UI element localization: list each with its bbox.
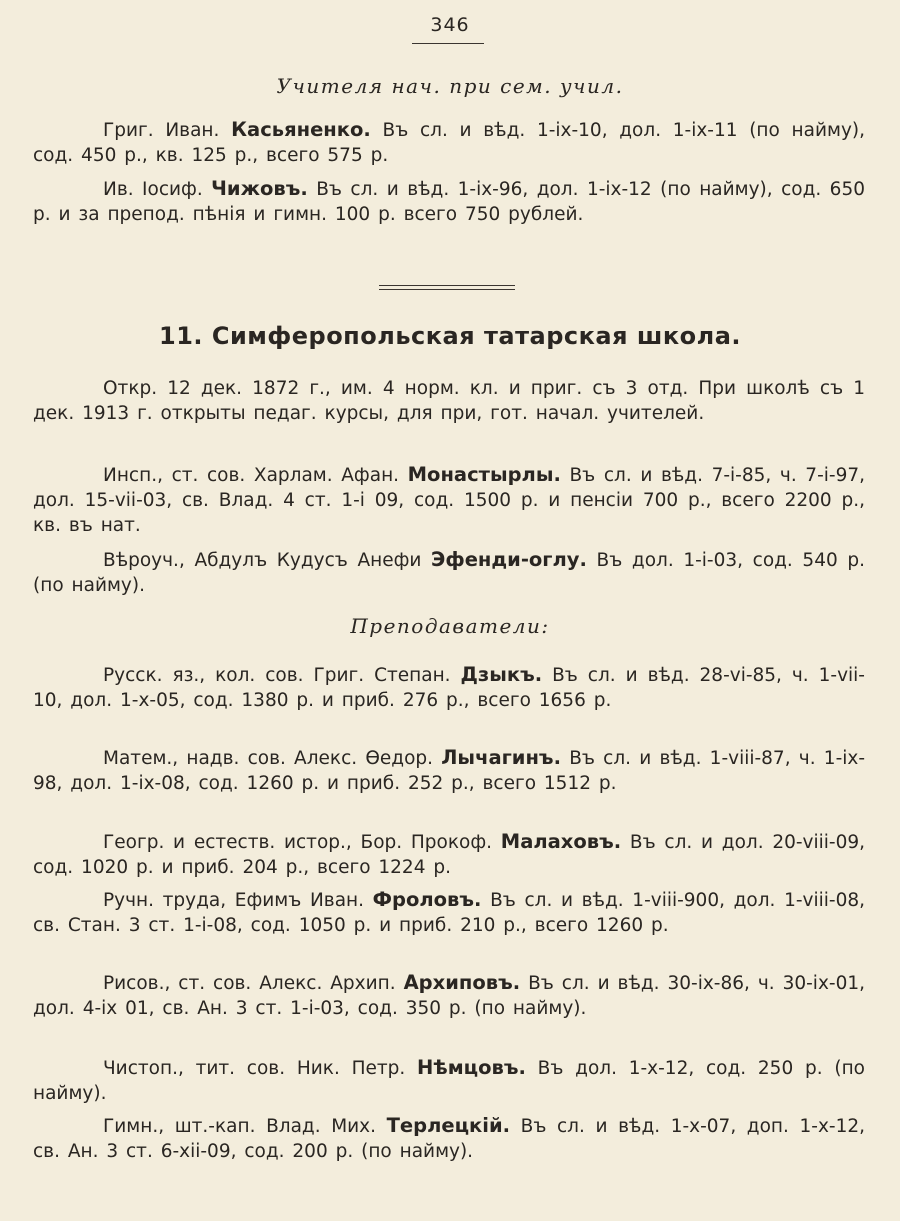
entry-text: Русск. яз., кол. сов. Григ. Степан. — [103, 665, 461, 686]
teachers-heading: Учителя нач. при сем. учил. — [276, 74, 624, 98]
entry-text: Въ сл. и вѣд. 28-vi-85, ч. 1-vii-10, дол. 1-x-05, сод. 1380 р. и приб. 276 р., всего 1656 р. — [33, 665, 865, 711]
entry-text: Рисов., ст. сов. Алекс. Архип. — [103, 973, 404, 994]
entry-surname: Чижовъ. — [211, 177, 308, 200]
entry-text: Матем., надв. сов. Алекс. Ѳедор. — [103, 748, 442, 769]
entry-surname: Нѣмцовъ. — [417, 1056, 526, 1079]
entry-surname: Фроловъ. — [372, 888, 482, 911]
entry-text: Чистоп., тит. сов. Ник. Петр. — [103, 1058, 418, 1079]
entry-surname: Дзыкъ. — [460, 663, 543, 686]
entry-text: Въ сл. и вѣд. 30-ix-86, ч. 30-ix-01, дол. 4-ix 01, св. Ан. 3 ст. 1-i-03, сод. 350 р. (по найму). — [33, 973, 865, 1019]
lecturer-entry — [33, 829, 865, 880]
entry-text: Ив. Iосиф. — [103, 179, 212, 200]
teacher-entry — [33, 176, 865, 227]
section-divider — [379, 285, 515, 290]
page-number: 346 — [430, 14, 470, 36]
school-info: Откр. 12 дек. 1872 г., им. 4 норм. кл. и приг. съ 3 отд. При школѣ съ 1 дек. 1913 г. открыты педаг. курсы, для при, гот. начал. учителей. — [33, 378, 865, 424]
entry-text: Въ дол. 1-x-12, сод. 250 р. (по найму). — [33, 1058, 865, 1104]
entry-text: Въ сл. и вѣд. 1-ix-10, дол. 1-ix-11 (по найму), сод. 450 р., кв. 125 р., всего 575 р. — [33, 120, 865, 166]
entry-surname: Лычагинъ. — [441, 746, 561, 769]
entry-text: Въ сл. и вѣд. 1-viii-87, ч. 1-ix-98, дол. 1-ix-08, сод. 1260 р. и приб. 252 р., всего 1512 р. — [33, 748, 866, 794]
lecturer-entry — [33, 970, 865, 1021]
entry-text: Гимн., шт.-кап. Влад. Мих. — [103, 1116, 387, 1137]
entry-text: Въ сл. и дол. 20-viii-09, сод. 1020 р. и приб. 204 р., всего 1224 р. — [33, 832, 866, 878]
entry-surname: Архиповъ. — [403, 971, 521, 994]
lecturer-entry — [33, 887, 865, 938]
entry-surname: Терлецкiй. — [386, 1114, 511, 1137]
entry-surname: Малаховъ. — [500, 830, 622, 853]
entry-text: Въ дол. 1-i-03, сод. 540 р. (по найму). — [33, 550, 865, 596]
section-title: 11. Симферопольская татарская школа. — [159, 322, 741, 350]
staff-entry — [33, 462, 865, 538]
entry-text: Григ. Иван. — [103, 120, 232, 141]
entry-text: Инсп., ст. сов. Харлам. Афан. — [103, 465, 408, 486]
teacher-entry — [33, 117, 865, 168]
staff-entry — [33, 547, 865, 598]
lecturer-entry — [33, 1113, 865, 1164]
entry-surname: Касьяненко. — [231, 118, 371, 141]
entry-text: Въ сл. и вѣд. 7-i-85, ч. 7-i-97, дол. 15-vii-03, св. Влад. 4 ст. 1-i 09, сод. 1500 р. и пенсiи 700 р., всего 2200 р., кв. въ нат. — [33, 465, 865, 536]
lecturer-entry — [33, 662, 865, 713]
entry-surname: Эфенди-оглу. — [431, 548, 587, 571]
lecturer-entry — [33, 745, 865, 796]
lecturers-heading: Преподаватели: — [350, 614, 550, 638]
entry-surname: Монастырлы. — [407, 463, 561, 486]
entry-text: Геогр. и естеств. истор., Бор. Прокоф. — [103, 832, 501, 853]
entry-text: Въ сл. и вѣд. 1-viii-900, дол. 1-viii-08, св. Стан. 3 ст. 1-i-08, сод. 1050 р. и приб. 210 р., всего 1260 р. — [33, 890, 865, 936]
entry-text: Въ сл. и вѣд. 1-ix-96, дол. 1-ix-12 (по найму), сод. 650 р. и за препод. пѣнiя и гимн. 100 р. всего 750 рублей. — [33, 179, 865, 225]
lecturer-entry — [33, 1055, 865, 1106]
entry-text: Вѣроуч., Абдулъ Кудусъ Анефи — [103, 550, 432, 571]
entry-text: Въ сл. и вѣд. 1-x-07, доп. 1-x-12, св. Ан. 3 ст. 6-xii-09, сод. 200 р. (по найму). — [33, 1116, 865, 1162]
page-number-underline — [412, 43, 484, 44]
entry-text: Ручн. труда, Ефимъ Иван. — [103, 890, 373, 911]
